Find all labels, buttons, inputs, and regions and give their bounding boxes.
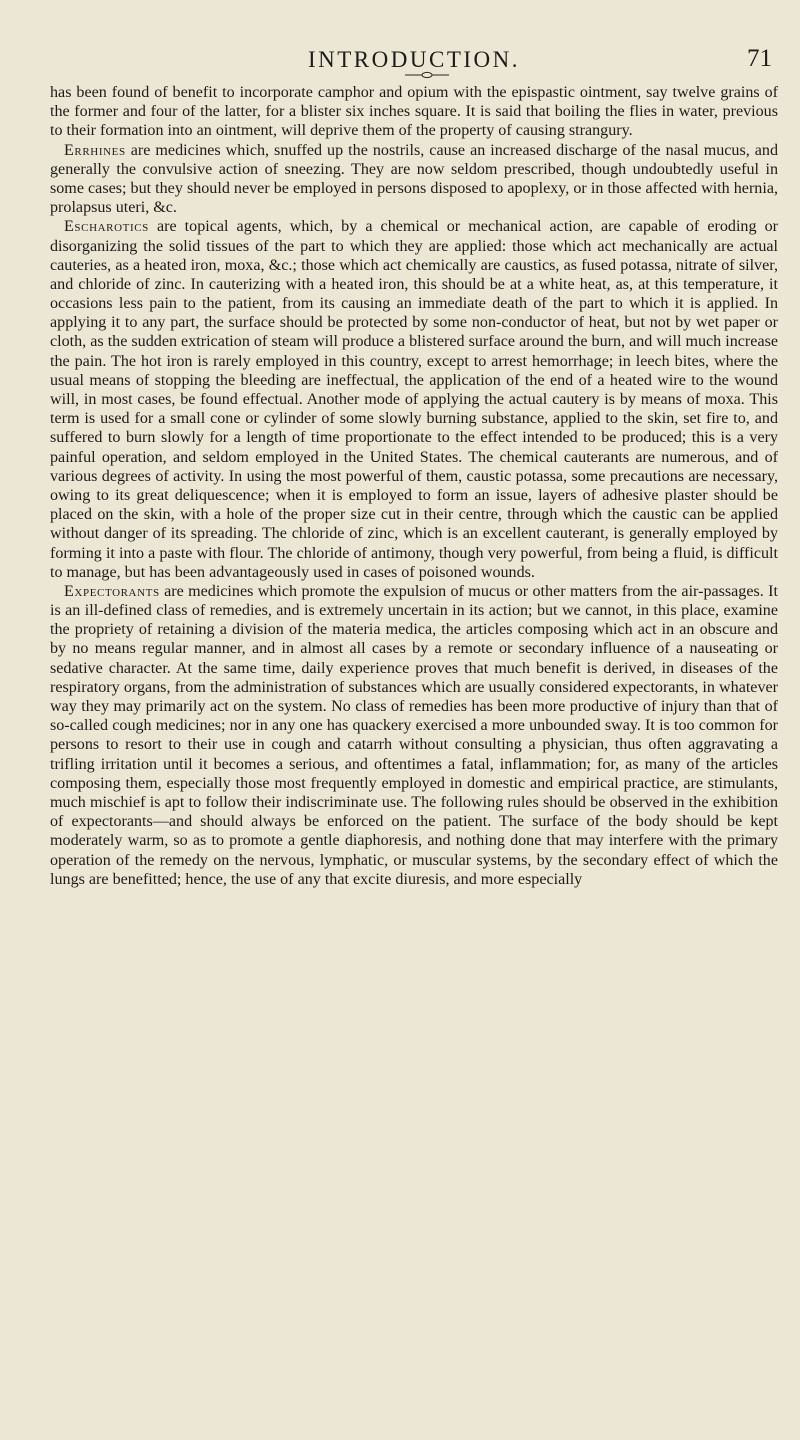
running-head <box>50 0 778 72</box>
paragraph-text: has been found of benefit to incorporate camphor and opium with the epispastic ointment, say twelve grains of the former and four of the latter, for a blister six inches square. It is said that boiling the flies in water, previous to their formation into an ointment, will deprive them of the property of causing strangury. <box>50 84 778 140</box>
body-text <box>50 83 778 889</box>
paragraph-text: are medicines which promote the expulsion of mucus or other matters from the air-passages. It is an ill-defined class of remedies, and is extremely uncertain in its action; but we cannot, in this place, examine the propriety of retaining a division of the materia medica, the articles composing which act in an obscure and by no means regular manner, and in almost all cases by a remote or secondary influence of a nauseating or sedative character. At the same time, daily experience proves that much benefit is derived, in diseases of the respiratory organs, from the administration of substances which are usually considered expectorants, in whatever way they may primarily act on the system. No class of remedies has been more productive of injury than that of so-called cough medicines; nor in any one has quackery exercised a more unbounded sway. It is too common for persons to resort to their use in cough and catarrh without consulting a physician, thus often aggravating a trifling irritation until it becomes a serious, and oftentimes a fatal, inflammation; for, as many of the articles composing them, especially those most frequently employed in domestic and empirical practice, are stimulants, much mischief is apt to follow their indiscriminate use. The following rules should be observed in the exhibition of expectorants—and should always be enforced on the patient. The surface of the body should be kept moderately warm, so as to promote a gentle diaphoresis, and nothing done that may interfere with the primary operation of the remedy on the nervous, lymphatic, or muscular systems, by the secondary effect of which the lungs are benefitted; hence, the use of any that excite diuresis, and more especially <box>50 582 778 888</box>
paragraph-text: are medicines which, snuffed up the nostrils, cause an increased discharge of the nasal mucus, and generally the convulsive action of sneezing. They are now seldom prescribed, though undoubtedly useful in some cases; but they should never be employed in persons disposed to apoplexy, or in those affected with hernia, prolapsus uteri, &c. <box>50 141 778 217</box>
page-number: 71 <box>747 45 772 72</box>
paragraph-escharotics <box>50 217 778 582</box>
paragraph-continuation <box>50 83 778 141</box>
term-errhines: Errhines <box>64 141 126 159</box>
paragraph-text: are topical agents, which, by a chemical or mechanical action, are capable of eroding or disorganizing the solid tissues of the part to which they are applied: those which act mechanically are actual cauteries, as a heated iron, moxa, &c.; those which act chemically are caustics, as fused potassa, nitrate of silver, and chloride of zinc. In cauterizing with a heated iron, this should be at a white heat, as, at this temperature, it occasions less pain to the patient, from its causing an immediate death of the part to which it is applied. In applying it to any part, the surface should be protected by some non-conductor of heat, but not by wet paper or cloth, as the sudden extrication of steam will produce a blistered surface around the burn, and will much increase the pain. The hot iron is rarely employed in this country, except to arrest hemorrhage; in leech bites, where the usual means of stopping the bleeding are ineffectual, the application of the end of a heated wire to the wound will, in most cases, be found effectual. Another mode of applying the actual cautery is by means of moxa. This term is used for a small cone or cylinder of some slowly burning substance, applied to the skin, set fire to, and suffered to burn slowly for a length of time proportionate to the effect intended to be produced; this is a very painful operation, and seldom employed in the United States. The chemical cauterants are numerous, and of various degrees of activity. In using the most powerful of them, caustic potassa, some precautions are necessary, owing to its great deliquescence; when it is employed to form an issue, layers of adhesive plaster should be placed on the skin, with a hole of the proper size cut in their centre, through which the caustic can be applied without danger of its spreading. The chloride of zinc, which is an excellent cauterant, is generally employed by forming it into a paste with flour. The chloride of antimony, though very powerful, from being a fluid, is difficult to manage, but has been advantageously used in cases of poisoned wounds. <box>50 218 778 581</box>
page-title: INTRODUCTION. <box>307 47 520 72</box>
paragraph-errhines <box>50 141 778 218</box>
term-escharotics: Escharotics <box>64 218 149 236</box>
rule-ornament-icon <box>405 71 449 79</box>
paragraph-expectorants <box>50 582 778 889</box>
term-expectorants: Expectorants <box>64 582 160 600</box>
